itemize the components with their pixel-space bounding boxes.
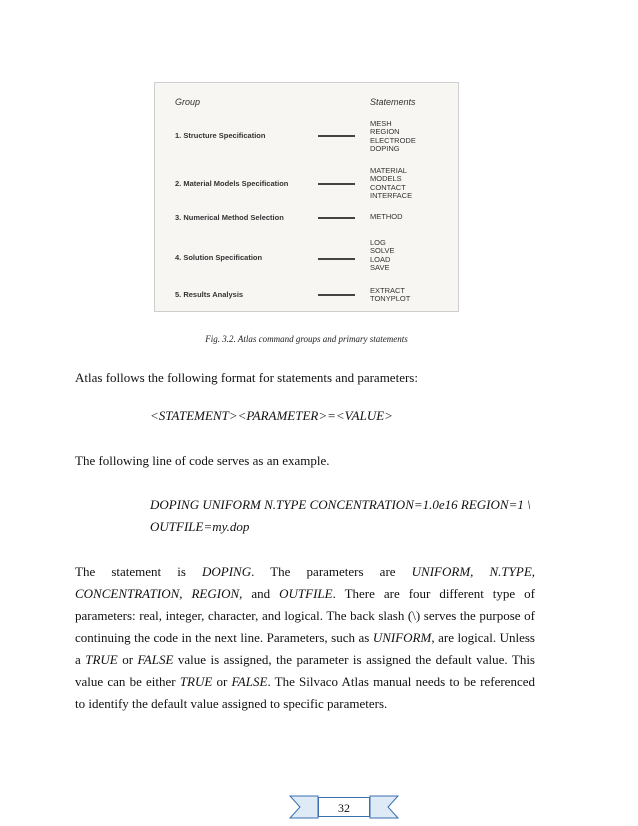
code-example-line: DOPING UNIFORM N.TYPE CONCENTRATION=1.0e16 REGION=1 \ bbox=[150, 497, 531, 512]
group-column-header: Group bbox=[175, 97, 201, 107]
code-example-line: OUTFILE=my.dop bbox=[150, 519, 250, 534]
statement-item: ELECTRODE bbox=[370, 135, 416, 145]
statement-item: MESH bbox=[370, 119, 392, 128]
paragraph-text: , and bbox=[239, 586, 280, 601]
statement-item: MODELS bbox=[370, 174, 402, 184]
paragraph-text: or bbox=[212, 674, 232, 689]
group-label: 3. Numerical Method Selection bbox=[175, 213, 284, 222]
paragraph-text: value is assigned, the parameter is assigned the default value. This value can be either bbox=[75, 652, 535, 689]
paragraph-text: The statement is bbox=[75, 564, 203, 579]
statement-item: EXTRACT bbox=[370, 286, 406, 295]
connector-line bbox=[318, 294, 355, 296]
statement-item: LOAD bbox=[370, 254, 391, 264]
group-label: 2. Material Models Specification bbox=[175, 179, 289, 188]
statements-column-header: Statements bbox=[370, 97, 416, 107]
connector-line bbox=[318, 217, 355, 219]
paragraph-italic-term: UNIFORM bbox=[372, 630, 432, 645]
connector-line bbox=[318, 135, 355, 137]
example-intro-paragraph: The following line of code serves as an example. bbox=[75, 453, 330, 468]
atlas-command-groups-figure bbox=[154, 82, 459, 312]
statement-list bbox=[370, 213, 403, 221]
group-label: 4. Solution Specification bbox=[175, 253, 263, 262]
statement-item: SAVE bbox=[370, 262, 390, 272]
paragraph-italic-term: FALSE bbox=[137, 652, 174, 667]
statement-list bbox=[370, 120, 416, 153]
paragraph-text: . The parameters are bbox=[251, 564, 412, 579]
connector-line bbox=[318, 183, 355, 185]
statement-item: DOPING bbox=[370, 143, 400, 153]
paragraph-italic-term: TRUE bbox=[85, 652, 118, 667]
paragraph-italic-term: OUTFILE bbox=[279, 586, 333, 601]
intro-paragraph: Atlas follows the following format for statements and parameters: bbox=[75, 370, 418, 385]
paragraph-text: . The Silvaco Atlas manual needs to be referenced to identify the default value assigned to specific parameters. bbox=[75, 674, 535, 711]
paragraph-italic-term: DOPING bbox=[202, 564, 252, 579]
statement-item: METHOD bbox=[370, 212, 403, 221]
connector-line bbox=[318, 258, 355, 260]
paragraph-italic-term: UNIFORM, N.TYPE, CONCENTRATION, REGION bbox=[75, 564, 536, 601]
statement-list bbox=[370, 239, 394, 272]
format-syntax-line: <STATEMENT><PARAMETER>=<VALUE> bbox=[150, 408, 393, 423]
paragraph-italic-term: TRUE bbox=[179, 674, 213, 689]
statement-item: CONTACT bbox=[370, 182, 406, 192]
paragraph-italic-term: FALSE bbox=[231, 674, 268, 689]
page-number: 32 bbox=[318, 797, 370, 817]
figure-caption: Fig. 3.2. Atlas command groups and primary statements bbox=[205, 334, 408, 344]
statement-item: INTERFACE bbox=[370, 190, 413, 200]
group-label: 5. Results Analysis bbox=[175, 290, 244, 299]
statement-item: LOG bbox=[370, 238, 386, 247]
statement-list bbox=[370, 167, 412, 200]
statement-item: SOLVE bbox=[370, 246, 395, 256]
paragraph-text: , are logical. Unless a bbox=[75, 630, 535, 667]
statement-item: MATERIAL bbox=[370, 166, 407, 175]
paragraph-text: or bbox=[117, 652, 138, 667]
group-label: 1. Structure Specification bbox=[175, 131, 266, 140]
statement-list bbox=[370, 287, 410, 304]
statement-item: TONYPLOT bbox=[370, 294, 411, 304]
paragraph-text: . There are four different type of parameters: real, integer, character, and logical. The back slash (\) serves the purpose of continuing the code in the next line. Parameters, such as bbox=[75, 586, 535, 645]
explanation-paragraph bbox=[75, 561, 535, 715]
statement-item: REGION bbox=[370, 127, 400, 137]
